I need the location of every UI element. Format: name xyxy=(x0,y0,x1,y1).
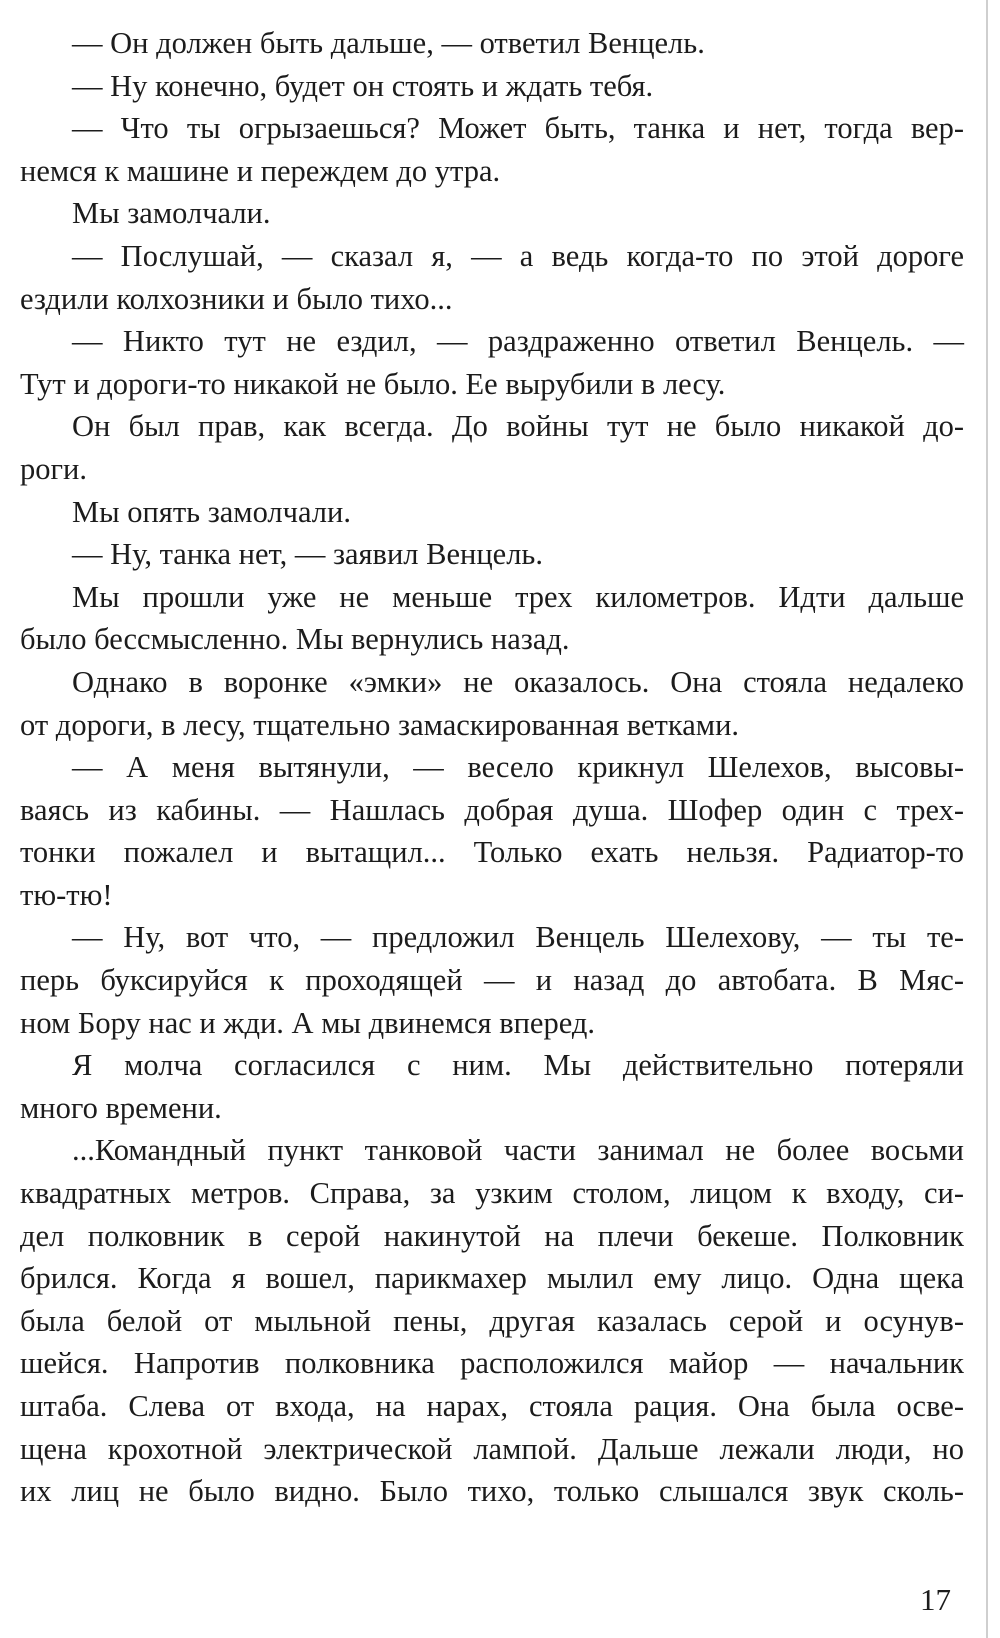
text-line: — А меня вытянули, — весело крикнул Шелехов, высовы- xyxy=(72,750,964,785)
text-line: тонки пожалел и вытащил... Только ехать нельзя. Радиатор-то xyxy=(20,835,964,870)
text-line: тю-тю! xyxy=(20,877,113,912)
text-line: Однако в воронке «эмки» не оказалось. Она стояла недалеко xyxy=(72,664,964,699)
text-line: шейся. Напротив полковника расположился майор — начальник xyxy=(20,1346,964,1381)
text-line: роги. xyxy=(20,451,87,486)
text-line: — Послушай, — сказал я, — а ведь когда-то по этой дороге xyxy=(72,238,964,273)
text-line: Тут и дороги-то никакой не было. Ее вырубили в лесу. xyxy=(20,366,726,401)
page-number: 17 xyxy=(920,1582,951,1617)
text-line: их лиц не было видно. Было тихо, только слышался звук сколь- xyxy=(20,1474,964,1509)
text-line: — Он должен быть дальше, — ответил Венцель. xyxy=(72,26,705,60)
text-line: — Что ты огрызаешься? Может быть, танка и нет, тогда вер- xyxy=(72,111,964,146)
text-line: ездили колхозники и было тихо... xyxy=(20,281,453,316)
text-line: перь буксируйся к проходящей — и назад до автобата. В Мяс- xyxy=(20,963,964,998)
text-line: ...Командный пункт танковой части занимал не более восьми xyxy=(72,1133,964,1168)
text-line: немся к машине и переждем до утра. xyxy=(20,153,501,188)
text-line: — Ну, танка нет, — заявил Венцель. xyxy=(72,537,543,572)
text-line: от дороги, в лесу, тщательно замаскированная ветками. xyxy=(20,707,740,742)
text-line: Мы прошли уже не меньше трех километров. Идти дальше xyxy=(72,579,964,614)
text-line: штаба. Слева от входа, на нарах, стояла рация. Она была осве- xyxy=(20,1389,964,1423)
text-line: была белой от мыльной пены, другая казалась серой и осунув- xyxy=(20,1303,964,1338)
text-line: — Ну, вот что, — предложил Венцель Шелехову, — ты те- xyxy=(72,920,964,955)
text-line: Он был прав, как всегда. До войны тут не было никакой до- xyxy=(72,409,964,444)
text-line: ваясь из кабины. — Нашлась добрая душа. Шофер один с трех- xyxy=(20,792,964,827)
text-line: Мы опять замолчали. xyxy=(72,494,351,529)
text-line: щена крохотной электрической лампой. Дальше лежали люди, но xyxy=(20,1431,964,1466)
text-line: было бессмысленно. Мы вернулись назад. xyxy=(20,622,570,657)
text-line: много времени. xyxy=(20,1090,222,1125)
text-line: брился. Когда я вошел, парикмахер мылил ему лицо. Одна щека xyxy=(20,1261,964,1296)
page-edge-divider xyxy=(986,0,988,1638)
text-line: дел полковник в серой накинутой на плечи бекеше. Полковник xyxy=(20,1218,964,1253)
text-line: — Ну конечно, будет он стоять и ждать тебя. xyxy=(72,68,654,103)
text-line: — Никто тут не ездил, — раздраженно ответил Венцель. — xyxy=(72,324,964,359)
text-line: ном Бору нас и жди. А мы двинемся вперед. xyxy=(20,1005,595,1040)
text-line: Я молча согласился с ним. Мы действительно потеряли xyxy=(72,1048,964,1083)
body-text xyxy=(20,22,964,1513)
text-line: Мы замолчали. xyxy=(72,196,271,231)
text-line: квадратных метров. Справа, за узким столом, лицом к входу, си- xyxy=(20,1176,964,1211)
